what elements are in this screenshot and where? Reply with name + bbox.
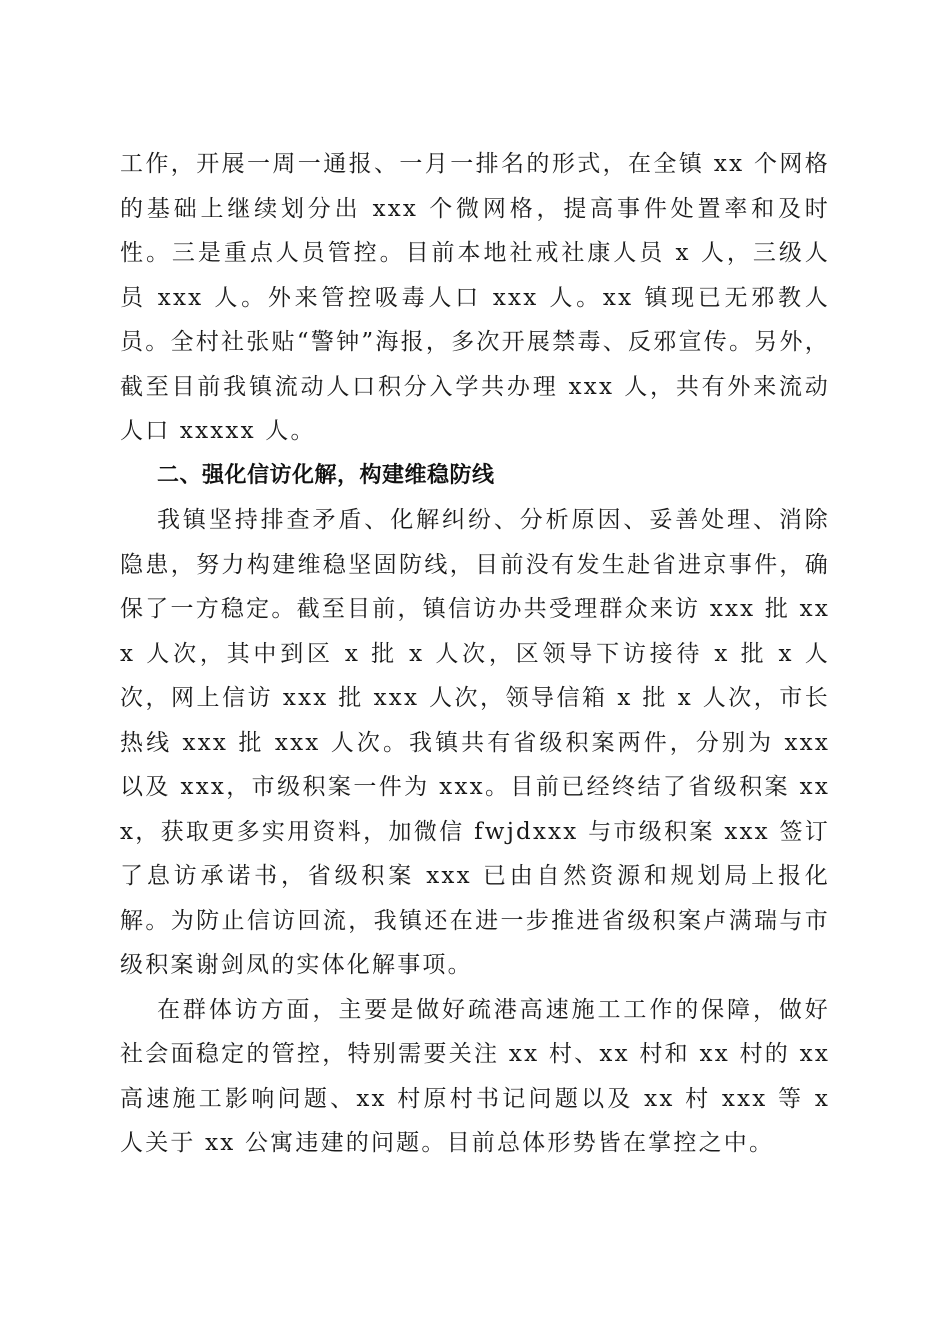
paragraph-group-petitions: 在群体访方面，主要是做好疏港高速施工工作的保障，做好社会面稳定的管控，特别需要关注 xx 村、xx 村和 xx 村的 xx 高速施工影响问题、xx 村原村书记问题以及 xx 村 xxx 等 x 人关于 xx 公寓违建的问题。目前总体形势皆在掌控之中。: [120, 996, 830, 1156]
section-heading-petition-resolution: 二、强化信访化解，构建维稳防线: [157, 462, 495, 488]
paragraph-petition-statistics: 我镇坚持排查矛盾、化解纠纷、分析原因、妥善处理、消除隐患，努力构建维稳坚固防线，目前没有发生赴省进京事件，确保了一方稳定。截至目前，镇信访办共受理群众来访 xxx 批 xxx 人次，其中到区 x 批 x 人次，区领导下访接待 x 批 x 人次，网上信访 xxx 批 xxx 人次，领导信箱 x 批 x 人次，市长热线 xxx 批 xxx 人次。我镇共有省级积案两件，分别为 xxx 以及 xxx，市级积案一件为 xxx。目前已经终结了省级积案 xxx，获取更多实用资料，加微信 fwjdxxx 与市级积案 xxx 签订了息访承诺书，省级积案 xxx 已由自然资源和规划局上报化解。为防止信访回流，我镇还在进一步推进省级积案卢满瑞与市级积案谢剑凤的实体化解事项。: [120, 507, 830, 978]
document-body: [120, 142, 830, 1166]
paragraph-grid-and-key-personnel: 工作，开展一周一通报、一月一排名的形式，在全镇 xx 个网格的基础上继续划分出 xxx 个微网格，提高事件处置率和及时性。三是重点人员管控。目前本地社戒社康人员 x 人，三级人员 xxx 人。外来管控吸毒人口 xxx 人。xx 镇现已无邪教人员。全村社张贴“警钟”海报，多次开展禁毒、反邪宣传。另外，截至目前我镇流动人口积分入学共办理 xxx 人，共有外来流动人口 xxxxx 人。: [120, 151, 830, 444]
